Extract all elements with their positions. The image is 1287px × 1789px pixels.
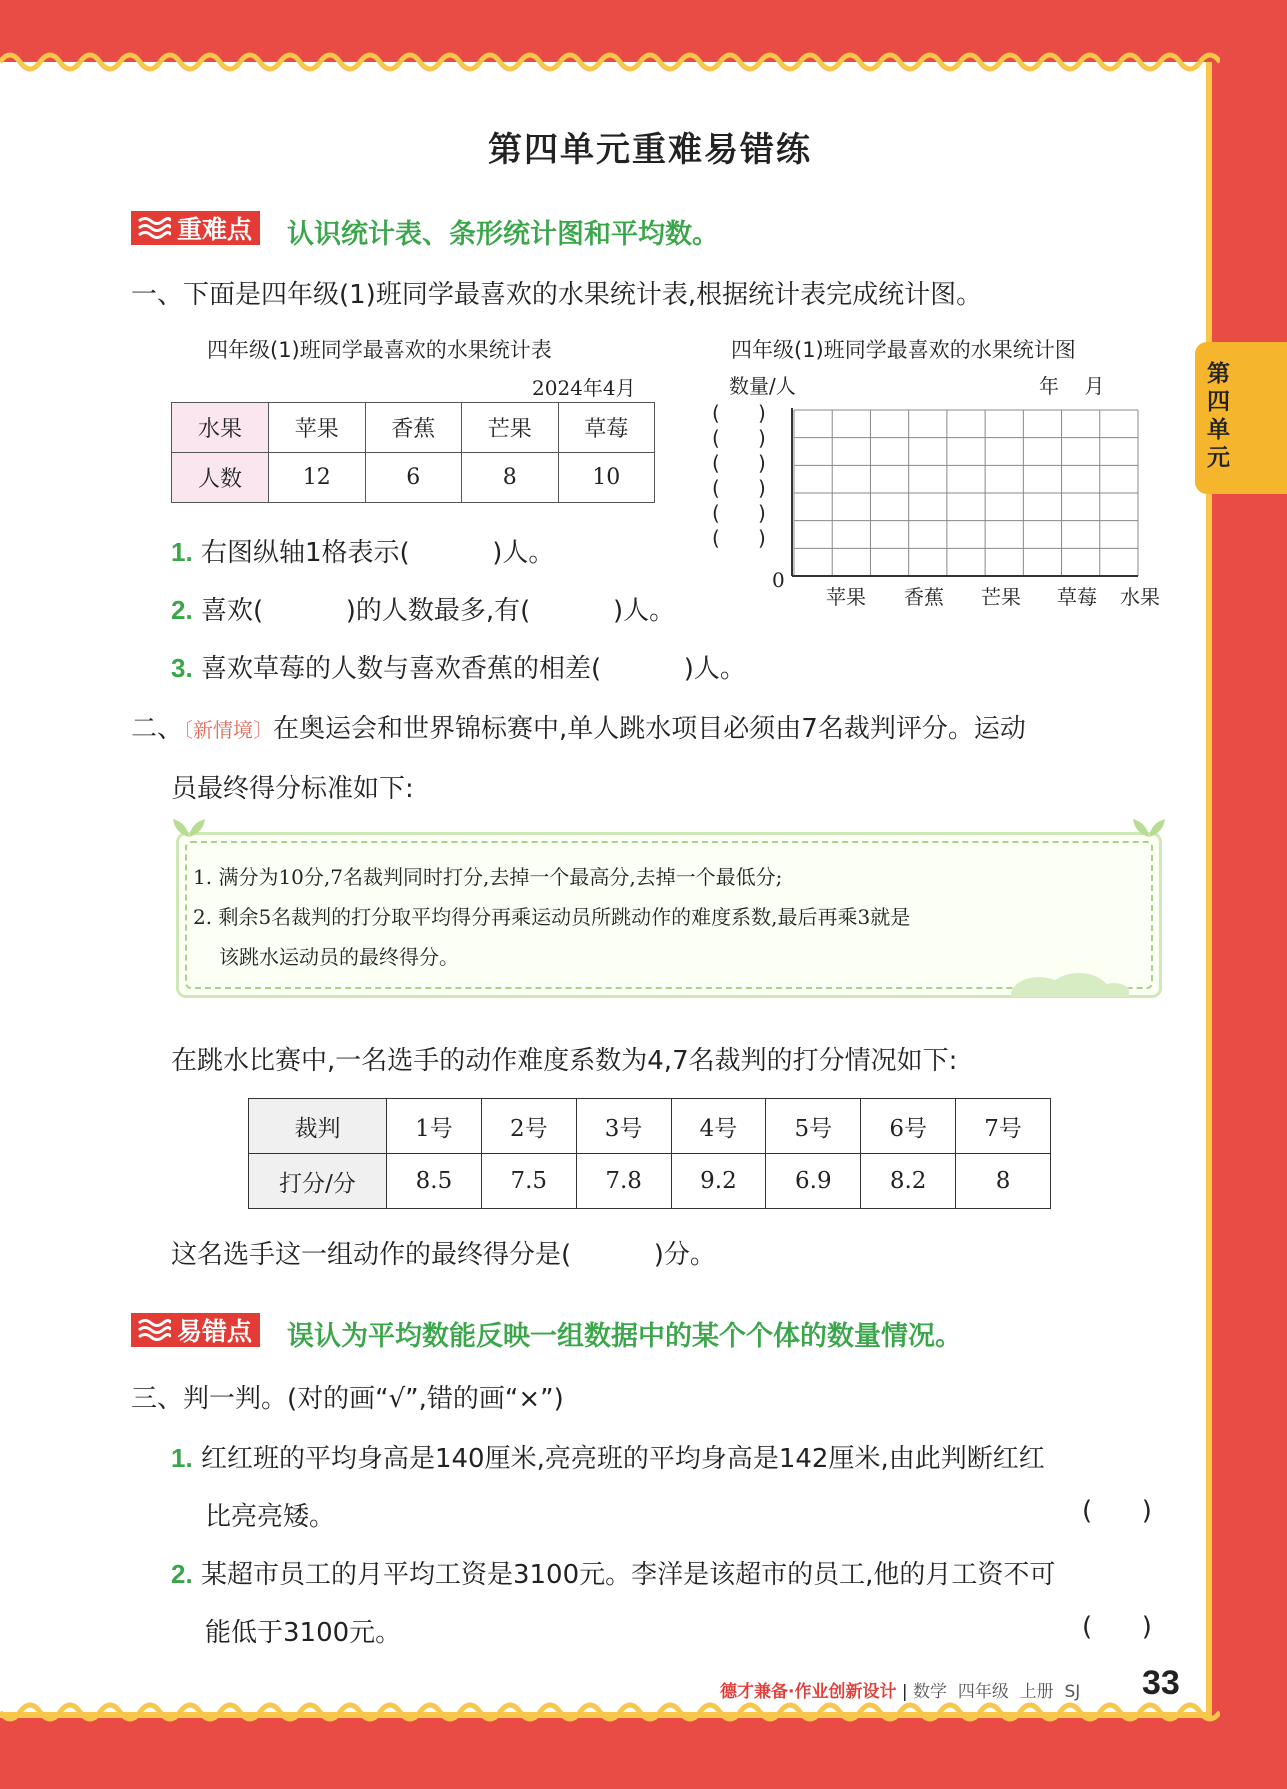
bottom-wavy-border: [0, 1700, 1220, 1730]
y-axis-blank: ( ): [712, 451, 766, 475]
q2-line1: [131, 708, 1026, 745]
item-number: 1.: [171, 1443, 193, 1473]
q3-item-2-cont: 能低于3100元。: [205, 1618, 402, 1648]
q1-sub-1: [171, 532, 554, 569]
table-cell: 10: [558, 453, 655, 503]
footer-brand: 德才兼备·作业创新设计: [720, 1682, 897, 1702]
table-cell: 5号: [766, 1099, 861, 1154]
chart-zero: 0: [772, 568, 785, 592]
table-cell: 水果: [172, 403, 269, 453]
q3-heading: 三、判一判。(对的画“√”,错的画“×”): [131, 1384, 564, 1414]
chart-date-label: 年 月: [1039, 374, 1105, 398]
q3-item-1-cont: 比亮亮矮。: [205, 1502, 336, 1532]
table-cell: 7号: [956, 1099, 1051, 1154]
leaf-icon: [1129, 817, 1169, 839]
judge-table-row: [249, 1099, 1051, 1154]
judge-table-row: [249, 1154, 1051, 1209]
table-cell: 裁判: [249, 1099, 387, 1154]
new-context-badge: 〔新情境〕: [183, 718, 274, 742]
table-cell: 3号: [576, 1099, 671, 1154]
table-cell: 8.2: [861, 1154, 956, 1209]
table-cell: 香蕉: [365, 403, 462, 453]
waves-icon: [137, 215, 171, 241]
fruit-table: [171, 402, 655, 503]
x-cat-label: 苹果: [826, 585, 866, 609]
table-cell: 12: [269, 453, 366, 503]
item-number: 2.: [171, 1559, 193, 1589]
unit-side-tab: [1195, 342, 1287, 494]
q3-item-1: [171, 1438, 1045, 1475]
table-cell: 8: [462, 453, 559, 503]
table-cell: 8.5: [387, 1154, 482, 1209]
item-text: 红红班的平均身高是140厘米,亮亮班的平均身高是142厘米,由此判断红红: [200, 1444, 1045, 1474]
page-title: 第四单元重难易错练: [488, 130, 812, 170]
y-axis-blank: ( ): [712, 501, 766, 525]
table-cell: 打分/分: [249, 1154, 387, 1209]
rule-2: 2. 剩余5名裁判的打分取平均得分再乘运动员所跳动作的难度系数,最后再乘3就是: [193, 905, 911, 929]
x-cat-label: 草莓: [1057, 585, 1097, 609]
top-wavy-border: [0, 44, 1220, 74]
sub-number: 1.: [171, 537, 193, 567]
y-axis-blank: ( ): [712, 526, 766, 550]
page-footer: [720, 1677, 1080, 1702]
answer-blank: ( ): [1082, 1612, 1152, 1642]
table-cell: 8: [956, 1154, 1051, 1209]
item-text: 某超市员工的月平均工资是3100元。李洋是该超市的员工,他的月工资不可: [200, 1560, 1056, 1590]
table-cell: 7.8: [576, 1154, 671, 1209]
sub-text: 喜欢( )的人数最多,有( )人。: [200, 596, 676, 626]
q2-intro: 在跳水比赛中,一名选手的动作难度系数为4,7名裁判的打分情况如下:: [171, 1046, 958, 1076]
bush-icon: [1009, 967, 1129, 997]
judge-score-table: [248, 1098, 1051, 1209]
sub-number: 2.: [171, 595, 193, 625]
sub-number: 3.: [171, 653, 193, 683]
key-point-tag: [131, 211, 260, 245]
table-cell: 芒果: [462, 403, 559, 453]
rule-1: 1. 满分为10分,7名裁判同时打分,去掉一个最高分,去掉一个最低分;: [193, 865, 783, 889]
q2-question: 这名选手这一组动作的最终得分是( )分。: [171, 1240, 716, 1270]
fruit-table-row: [172, 403, 655, 453]
x-cat-label: 芒果: [981, 585, 1021, 609]
fruit-table-title: 四年级(1)班同学最喜欢的水果统计表: [207, 338, 552, 362]
q1-heading: 一、下面是四年级(1)班同学最喜欢的水果统计表,根据统计表完成统计图。: [131, 280, 983, 310]
table-cell: 4号: [671, 1099, 766, 1154]
fruit-chart-title: 四年级(1)班同学最喜欢的水果统计图: [731, 338, 1076, 362]
table-cell: 1号: [387, 1099, 482, 1154]
table-cell: 2号: [481, 1099, 576, 1154]
y-axis-blanks: [712, 401, 766, 551]
footer-info: 数学 四年级 上册 SJ: [913, 1682, 1081, 1702]
answer-blank: ( ): [1082, 1496, 1152, 1526]
footer-separator: |: [901, 1682, 908, 1702]
q1-sub-2: [171, 590, 675, 627]
empty-chart-grid: [790, 408, 1140, 578]
scoring-rules-box: [176, 832, 1162, 998]
x-cat-label: 香蕉: [904, 585, 944, 609]
q1-sub-3: [171, 648, 746, 685]
sub-text: 右图纵轴1格表示( )人。: [200, 538, 555, 568]
chart-y-label: 数量/人: [729, 374, 796, 398]
leaf-icon: [169, 817, 209, 839]
fruit-table-row: [172, 453, 655, 503]
table-cell: 苹果: [269, 403, 366, 453]
error-point-label: 易错点: [177, 1317, 253, 1346]
key-point-text: 认识统计表、条形统计图和平均数。: [287, 219, 719, 250]
fruit-table-date: 2024年4月: [532, 376, 636, 400]
table-cell: 草莓: [558, 403, 655, 453]
y-axis-blank: ( ): [712, 401, 766, 425]
y-axis-blank: ( ): [712, 476, 766, 500]
error-point-text: 误认为平均数能反映一组数据中的某个个体的数量情况。: [287, 1321, 962, 1352]
page-number: 33: [1142, 1664, 1180, 1702]
x-axis-label: 水果: [1120, 585, 1160, 609]
side-tab-label: 第四单元: [1207, 361, 1230, 471]
table-cell: 7.5: [481, 1154, 576, 1209]
table-cell: 人数: [172, 453, 269, 503]
y-axis-blank: ( ): [712, 426, 766, 450]
table-cell: 6号: [861, 1099, 956, 1154]
q3-item-2: [171, 1554, 1055, 1591]
q2-prefix: 二、: [131, 714, 184, 744]
waves-icon: [137, 1317, 171, 1343]
rule-2-cont: 该跳水运动员的最终得分。: [219, 945, 459, 969]
q2-text: 在奥运会和世界锦标赛中,单人跳水项目必须由7名裁判评分。运动: [273, 714, 1026, 744]
table-cell: 6.9: [766, 1154, 861, 1209]
table-cell: 6: [365, 453, 462, 503]
key-point-label: 重难点: [177, 215, 253, 244]
sub-text: 喜欢草莓的人数与喜欢香蕉的相差( )人。: [200, 654, 746, 684]
q2-line2: 员最终得分标准如下:: [171, 774, 414, 804]
table-cell: 9.2: [671, 1154, 766, 1209]
error-point-tag: [131, 1313, 260, 1347]
